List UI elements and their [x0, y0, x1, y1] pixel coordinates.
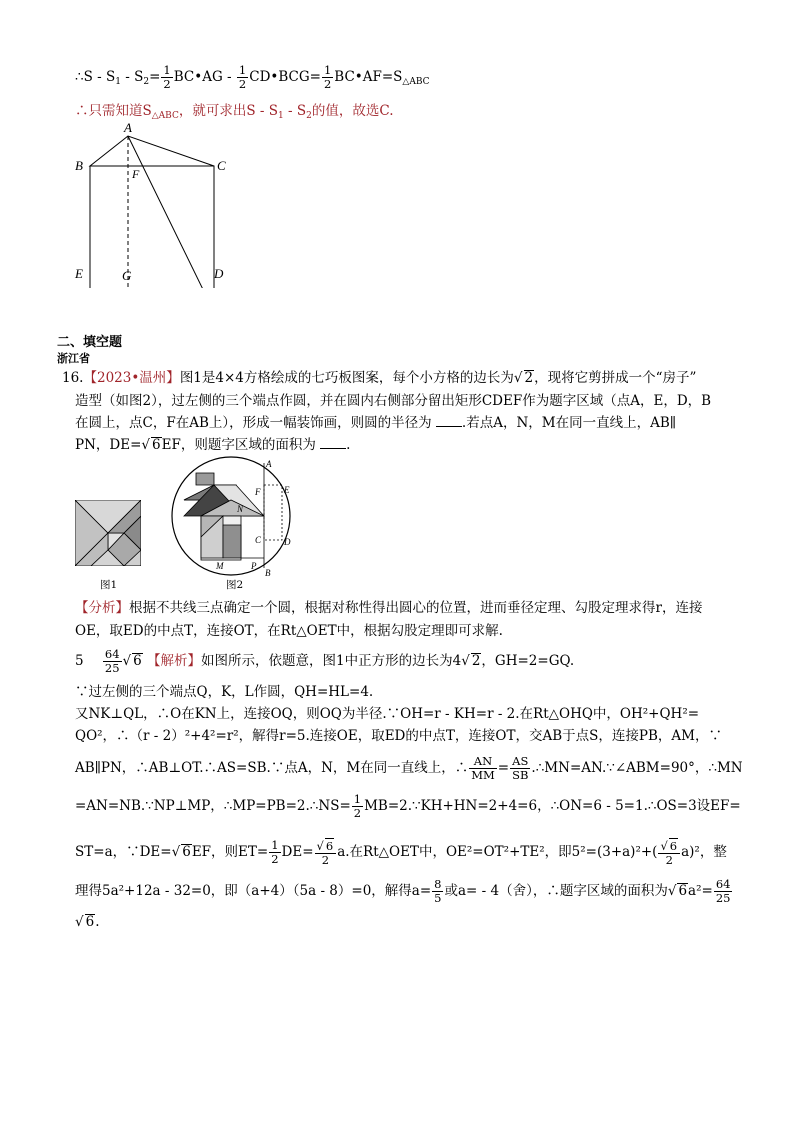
- fig2-label-d: D: [284, 537, 291, 547]
- sub: 2: [143, 77, 150, 87]
- solution-text: .∴MN=AN.∵∠ABM=90°，∴MN: [531, 760, 743, 776]
- fig2-label-m: M: [216, 561, 224, 571]
- solution-line-7: ST=a，∵DE=√ 6EF，则ET= $\frac{1}{2}$ DE= $\frac{√ 6}{2}$ a.在Rt△OET中，OE²=OT²+TE²，即5²=(3+a)²+( $\frac{√ 6}{2}$ a)²，整: [75, 838, 727, 867]
- answer-2-fraction: $\frac{64}{25}$: [104, 647, 120, 675]
- solution-line-8: 理得5a²+12a - 32=0，即（a+4）（5a - 8）=0，解得a= $\frac{8}{5}$ 或a= - 4（舍），∴题字区域的面积为√ 6a²= $\frac{64}{25}$: [75, 877, 731, 905]
- label-c: C: [217, 158, 226, 173]
- equation-line: [75, 64, 430, 92]
- conclusion-text: ，就可求出S - S: [178, 103, 278, 119]
- eq-text: =: [149, 69, 161, 85]
- question-number: 16.: [62, 370, 84, 386]
- house-in-circle-figure: [168, 455, 298, 580]
- fig2-label-c: C: [255, 535, 262, 545]
- solution-line-4: QO²，∴（r - 2）²+4²=r²，解得r=5.连接OE，取ED的中点T，连接OT，交AB于点S，连接PB，AM，∵: [75, 728, 722, 744]
- label-a: A: [124, 120, 132, 135]
- province-label: 浙江省: [57, 352, 90, 365]
- question-source: 【2023•温州】: [83, 370, 180, 386]
- sqrt-arg: 6: [182, 844, 191, 860]
- sub: 1: [115, 77, 121, 87]
- question-text: 在圆上，点C，F在AB上），形成一幅装饰画，则圆的半径为: [75, 415, 432, 431]
- label-e: E: [75, 266, 83, 281]
- fraction: $\frac{√ 6}{2}$: [658, 838, 680, 867]
- sqrt-symbol: √: [513, 370, 523, 386]
- fraction: $\frac{1}{2}$: [353, 792, 362, 820]
- sub: 1: [277, 111, 284, 121]
- solution-line-2: ∵过左侧的三个端点Q，K，L作圆，QH=HL=4.: [75, 684, 374, 700]
- sqrt-arg: 6: [85, 914, 95, 930]
- tangram-figure: [75, 500, 141, 566]
- figure-2-caption: 图2: [226, 579, 244, 591]
- solution-line-9: √ 6.: [75, 914, 100, 930]
- sqrt-arg: 2: [524, 370, 534, 386]
- eq-text: - S: [120, 69, 144, 85]
- analysis-text: 根据不共线三点确定一个圆，根据对称性得出圆心的位置，进而垂径定理、勾股定理求得r，连接: [129, 600, 703, 616]
- fig2-label-e: E: [284, 485, 290, 495]
- solution-text: ，GH=2=GQ.: [481, 653, 575, 669]
- eq-text: BC•AG -: [173, 69, 236, 85]
- solution-text: ST=a，∵DE=: [75, 844, 172, 860]
- fraction: $\frac{1}{2}$: [271, 838, 279, 866]
- question-text: .: [346, 437, 351, 453]
- label-g: G: [122, 268, 132, 283]
- analysis-line-1: [75, 598, 702, 618]
- section-title: 二、填空题: [57, 335, 123, 350]
- fraction: $\frac{AN}{MM}$: [471, 754, 495, 782]
- fig2-label-f: F: [255, 487, 261, 497]
- triangle-abc: [90, 136, 214, 166]
- solution-text: 如图所示，依题意，图1中正方形的边长为4: [201, 653, 462, 669]
- figure-1-caption: 图1: [100, 579, 118, 591]
- solution-line-3: 又NK⊥QL，∴O在KN上，连接OQ，则OQ为半径.∵OH=r - KH=r - 2.在Rt△OHQ中，OH²+QH²=: [75, 706, 700, 722]
- question-text: .若点A，N，M在同一直线上，AB∥: [461, 415, 677, 431]
- answer-blank: [320, 436, 346, 449]
- fraction: $\frac{64}{25}$: [715, 877, 731, 905]
- question-text: 图1是4×4方格绘成的七巧板图案，每个小方格的边长为: [179, 370, 514, 386]
- sqrt-arg: 6: [152, 437, 161, 453]
- conclusion-text: 的值，故选C.: [311, 103, 394, 119]
- sqrt-arg: 2: [471, 653, 481, 669]
- solution-text: AB∥PN，∴AB⊥OT.∴AS=SB.∵点A，N，M在同一直线上，∴: [75, 760, 469, 776]
- solution-text: =AN=NB.∵NP⊥MP，∴MP=PB=2.∴NS=: [75, 798, 351, 814]
- solution-text: a.在Rt△OET中，OE²=OT²+TE²，即5²=(3+a)²+(: [337, 844, 658, 860]
- fig2-label-b: B: [265, 568, 271, 578]
- fig2-label-p: P: [251, 561, 257, 571]
- label-b: B: [75, 158, 83, 173]
- sqrt-arg: 6: [133, 653, 142, 669]
- solution-text: 或a= - 4（舍），∴题字区域的面积为: [444, 883, 668, 899]
- segment-ad: [128, 136, 214, 288]
- fraction: $\frac{1}{2}$: [238, 63, 247, 91]
- analysis-tag: 【分析】: [75, 600, 129, 616]
- fraction: $\frac{1}{2}$: [163, 63, 171, 91]
- solution-text: 理得5a²+12a - 32=0，即（a+4）（5a - 8）=0，解得a=: [75, 883, 432, 899]
- solution-text: a²=: [688, 883, 713, 899]
- q16-line-4: PN，DE=√ 6EF，则题字区域的面积为 .: [75, 437, 351, 453]
- analysis-line-2: OE，取ED的中点T，连接OT，在Rt△OET中，根据勾股定理即可求解.: [75, 623, 503, 639]
- fraction: $\frac{√ 6}{2}$: [315, 838, 337, 867]
- answer-1: 5: [75, 653, 84, 669]
- geometry-figure-1: [70, 118, 240, 288]
- solution-text: MB=2.∵KH+HN=2+4=6，∴ON=6 - 5=1.∴OS=3设EF=: [364, 798, 741, 814]
- fraction: $\frac{AS}{SB}$: [512, 754, 529, 782]
- solution-tag: 【解析】: [147, 653, 202, 669]
- eq-text: BC•AF=S: [334, 69, 403, 85]
- fig2-label-a: A: [266, 459, 272, 469]
- solution-text: .: [95, 914, 100, 930]
- solution-text: DE=: [281, 844, 314, 860]
- answer-blank: [436, 414, 462, 427]
- sub: △ABC: [151, 111, 179, 121]
- solution-text: EF，则ET=: [191, 844, 269, 860]
- q16-line-2: 造型（如图2），过左侧的三个端点作圆，并在圆内右侧部分留出矩形CDEF作为题字区域（点A，E，D，B: [75, 393, 712, 409]
- question-text: PN，DE=: [75, 437, 142, 453]
- solution-line-6: [75, 793, 741, 820]
- sqrt-arg: 6: [678, 883, 688, 899]
- q16-line-1: [62, 368, 696, 388]
- label-f: F: [132, 167, 140, 181]
- fig2-label-n: N: [237, 504, 244, 514]
- eq-text: ∴S - S: [75, 69, 116, 85]
- conclusion-text: ∴只需知道S: [75, 103, 152, 119]
- question-text: EF，则题字区域的面积为: [161, 437, 316, 453]
- solution-line-5: AB∥PN，∴AB⊥OT.∴AS=SB.∵点A，N，M在同一直线上，∴ $\frac{AN}{MM}$ = $\frac{AS}{SB}$ .∴MN=AN.∵∠ABM=90°，∴MN: [75, 754, 743, 782]
- fraction: $\frac{8}{5}$: [434, 877, 442, 905]
- question-text: ，现将它剪拼成一个“房子”: [534, 370, 697, 386]
- answer-line: 5 $\frac{64}{25}$ √ 6 【解析】如图所示，依题意，图1中正方形的边长为4√ 2，GH=2=GQ.: [75, 647, 575, 675]
- q16-line-3: [75, 413, 676, 433]
- sub: △ABC: [402, 77, 430, 87]
- label-d: D: [214, 266, 224, 281]
- conclusion-line: ∴只需知道$S_{\triangle ABC}$，就可求出S - $S_1 - S_2$的值，故选C.: [75, 103, 394, 121]
- sub: 2: [306, 111, 312, 121]
- solution-text: a)²，整: [681, 844, 727, 860]
- fraction: $\frac{1}{2}$: [323, 63, 332, 91]
- eq-text: CD•BCG=: [249, 69, 321, 85]
